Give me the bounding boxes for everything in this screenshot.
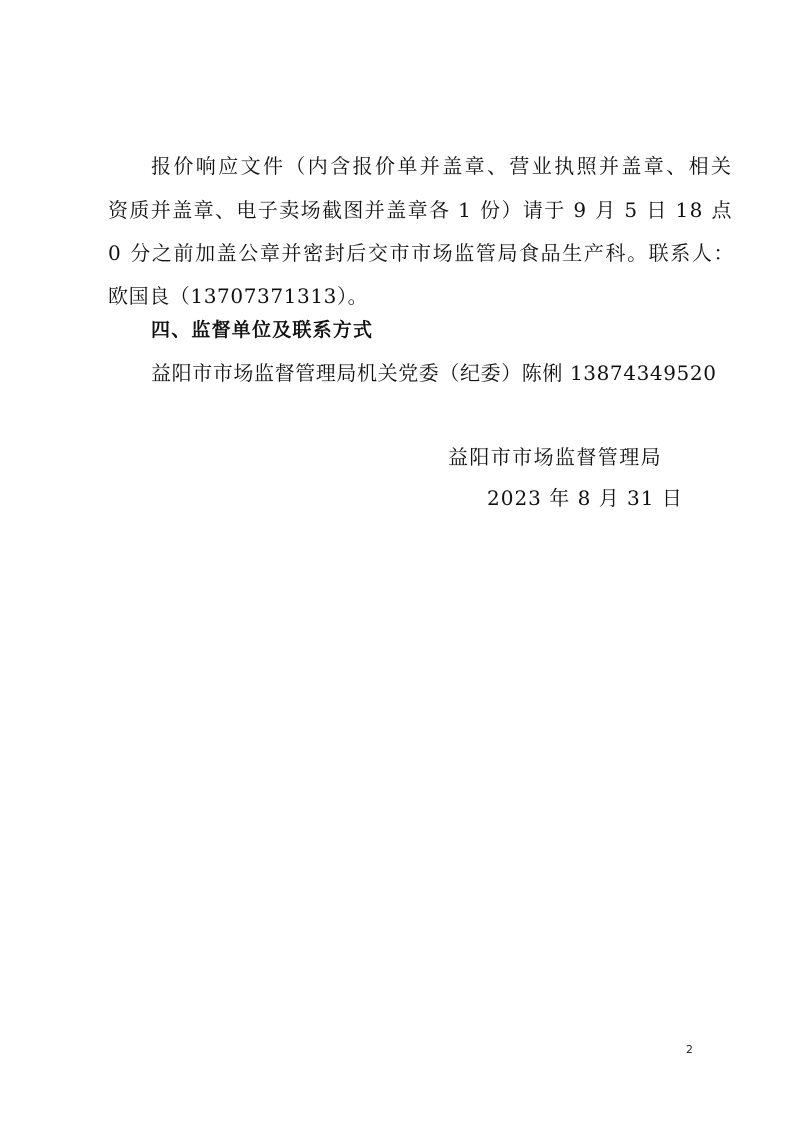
page-number: 2 [686, 1043, 693, 1056]
supervision-contact-line: 益阳市市场监督管理局机关党委（纪委）陈俐 13874349520 [151, 361, 717, 385]
paragraph-line-1: 报价响应文件（内含报价单并盖章、营业执照并盖章、相关 [151, 154, 734, 178]
signature-organization: 益阳市市场监督管理局 [448, 445, 662, 469]
signature-date: 2023 年 8 月 31 日 [487, 486, 683, 510]
section-heading: 四、监督单位及联系方式 [151, 319, 374, 341]
paragraph-line-3: 0 分之前加盖公章并密封后交市市场监管局食品生产科。联系人： [108, 241, 736, 265]
paragraph-line-4: 欧国良（13707371313）。 [108, 284, 369, 308]
paragraph-line-2: 资质并盖章、电子卖场截图并盖章各 1 份）请于 9 月 5 日 18 点 [108, 198, 733, 222]
